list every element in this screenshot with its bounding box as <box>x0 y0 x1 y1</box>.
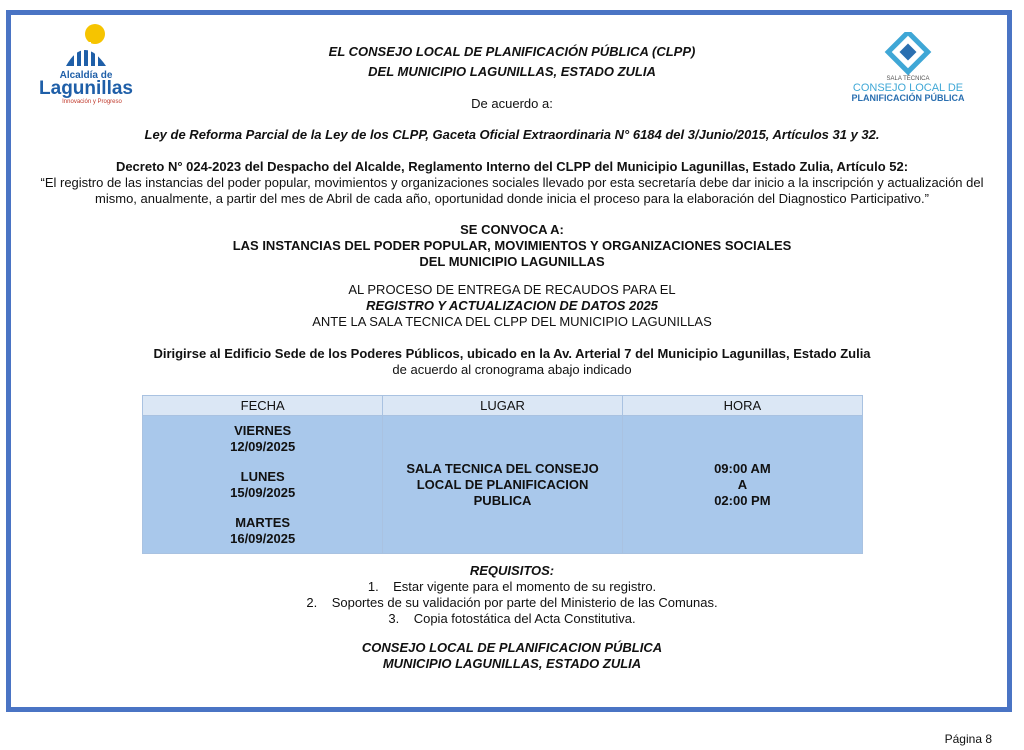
decreto-quote-line-2: mismo, anualmente, a partir del mes de Abril de cada año, oportunidad donde inicia el proceso para la elaboración del Diagnostico Participativo.” <box>95 191 929 206</box>
ley-reference: Ley de Reforma Parcial de la Ley de los CLPP, Gaceta Oficial Extraordinaria N° 6184 del 3/Junio/2015, Artículos 31 y 32. <box>144 127 880 142</box>
footer-line-2: MUNICIPIO LAGUNILLAS, ESTADO ZULIA <box>382 656 642 671</box>
svg-text:PLANIFICACIÓN PÚBLICA: PLANIFICACIÓN PÚBLICA <box>851 93 965 103</box>
convocatoria <box>14 222 1010 270</box>
proceso-line-3: ANTE LA SALA TECNICA DEL CLPP DEL MUNICIPIO LAGUNILLAS <box>312 314 712 329</box>
date-value-2: 15/09/2025 <box>230 484 296 500</box>
document-footer <box>14 640 1010 672</box>
fecha-cell <box>143 416 383 554</box>
decreto-quote-line-1: “El registro de las instancias del poder popular, movimientos y organizaciones sociales llevado por esta secretaría debe dar inicio a la inscripción y actualización del <box>40 175 984 190</box>
document-header <box>14 44 1010 80</box>
convoca-line-2: LAS INSTANCIAS DEL PODER POPULAR, MOVIMIENTOS Y ORGANIZACIONES SOCIALES <box>232 238 792 253</box>
lugar-cell <box>383 416 622 554</box>
date-day-2: LUNES <box>240 468 285 484</box>
proceso-section <box>14 282 1010 330</box>
hora-cell <box>622 416 862 554</box>
proceso-line-1: AL PROCESO DE ENTREGA DE RECAUDOS PARA EL <box>348 282 676 297</box>
convoca-line-1: SE CONVOCA A: <box>460 222 564 237</box>
column-header-hora: HORA <box>622 396 862 416</box>
requisitos-title: REQUISITOS: <box>469 563 555 578</box>
schedule-table <box>142 395 863 554</box>
date-value-3: 16/09/2025 <box>230 530 296 546</box>
requisito-item-1: 1. Estar vigente para el momento de su registro. <box>367 579 657 594</box>
date-day-1: VIERNES <box>234 422 292 438</box>
footer-line-1: CONSEJO LOCAL DE PLANIFICACION PÚBLICA <box>361 640 663 655</box>
header-line-1: EL CONSEJO LOCAL DE PLANIFICACIÓN PÚBLICA (CLPP) <box>328 44 696 59</box>
lugar-line-1: SALA TECNICA DEL CONSEJO <box>406 460 599 476</box>
svg-text:Innovación y Progreso: Innovación y Progreso <box>62 99 122 105</box>
svg-text:SALA TÉCNICA: SALA TÉCNICA <box>886 76 930 82</box>
date-value-1: 12/09/2025 <box>230 438 296 454</box>
lugar-line-2: LOCAL DE PLANIFICACION <box>416 476 589 492</box>
page-number: Página 8 <box>944 732 992 746</box>
svg-text:Lagunillas: Lagunillas <box>39 78 133 99</box>
dirigirse-line-2: de acuerdo al cronograma abajo indicado <box>392 362 632 377</box>
hora-end: 02:00 PM <box>714 492 771 508</box>
table-header-row <box>143 396 863 416</box>
dirigirse-section <box>14 346 1010 378</box>
requisito-item-2: 2. Soportes de su validación por parte del Ministerio de las Comunas. <box>306 595 718 610</box>
table-row <box>143 416 863 554</box>
dirigirse-line-1: Dirigirse al Edificio Sede de los Poderes Públicos, ubicado en la Av. Arterial 7 del Municipio Lagunillas, Estado Zulia <box>153 346 871 361</box>
header-line-2: DEL MUNICIPIO LAGUNILLAS, ESTADO ZULIA <box>368 64 656 79</box>
column-header-lugar: LUGAR <box>383 396 622 416</box>
date-day-3: MARTES <box>235 514 291 530</box>
hora-separator: A <box>737 476 748 492</box>
hora-start: 09:00 AM <box>714 460 771 476</box>
requisitos-list <box>14 579 1010 627</box>
proceso-line-2: REGISTRO Y ACTUALIZACION DE DATOS 2025 <box>366 298 658 313</box>
requisito-item-3: 3. Copia fotostática del Acta Constitutiva. <box>388 611 636 626</box>
intro-text: De acuerdo a: <box>471 96 553 111</box>
convoca-line-3: DEL MUNICIPIO LAGUNILLAS <box>419 254 605 269</box>
column-header-fecha: FECHA <box>143 396 383 416</box>
decreto-title: Decreto N° 024-2023 del Despacho del Alcalde, Reglamento Interno del CLPP del Municipio Lagunillas, Estado Zulia, Artículo 52: <box>115 159 909 174</box>
svg-text:CONSEJO LOCAL DE: CONSEJO LOCAL DE <box>852 82 964 94</box>
svg-text:Alcaldía de: Alcaldía de <box>59 70 113 81</box>
decreto-section <box>14 159 1010 207</box>
lugar-line-3: PUBLICA <box>473 492 532 508</box>
